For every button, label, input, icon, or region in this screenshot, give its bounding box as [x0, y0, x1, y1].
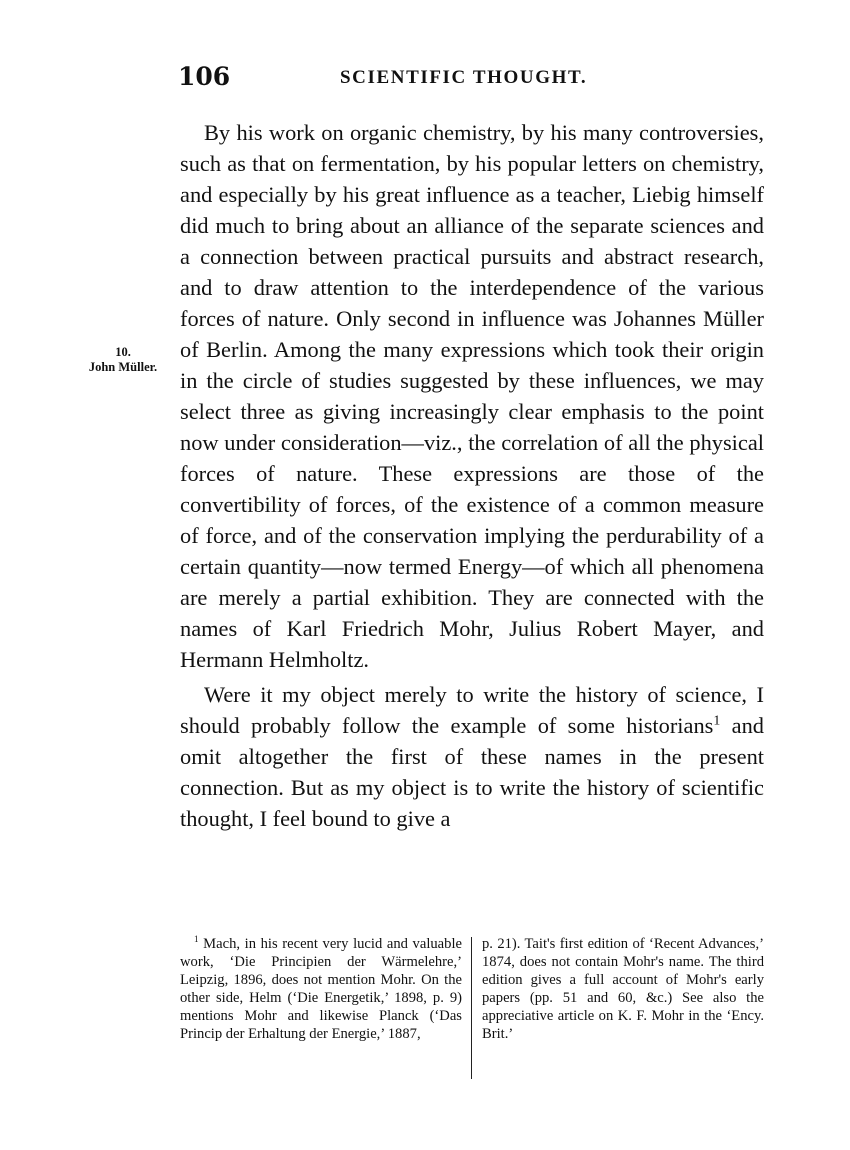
marginal-note-title: John Müller.	[88, 360, 158, 374]
page-header	[0, 62, 850, 98]
footnote-left-column	[180, 935, 462, 1043]
marginal-note	[78, 345, 168, 375]
marginal-note-number: 10.	[115, 345, 131, 359]
paragraph-2-text-before: Were it my object merely to write the history of science, I should probably follow the example of some historians	[180, 682, 764, 738]
footnote-column-divider	[471, 937, 472, 1079]
page-number: 106	[178, 62, 231, 91]
footnote-reference[interactable]: 1	[713, 713, 721, 729]
paragraph-2	[180, 679, 764, 834]
footnote-mark: 1	[194, 934, 199, 945]
paragraph-2-text-after: and omit altogether the first of these names in the present connection. But as my object is to write the history of scientific thought, I feel bound to give a	[180, 713, 764, 831]
running-head: SCIENTIFIC THOUGHT.	[340, 67, 588, 88]
footnotes	[180, 935, 764, 1085]
paragraph-1: By his work on organic chemistry, by his many controversies, such as that on fermentation, by his popular letters on chemistry, and especially by his great influence as a teacher, Liebig himself did much to bring about an alliance of the separate sciences and a connection between practical pursuits and abstract research, and to draw attention to the interdependence of the various forces of nature. Only second in influence was Johannes Müller of Berlin. Among the many expressions which took their origin in the circle of studies suggested by these influences, we may select three as giving increasingly clear emphasis to the point now under consideration—viz., the correlation of all the physical forces of nature. These expressions are those of the convertibility of forces, of the existence of a common measure of force, and of the conservation implying the perdurability of a certain quantity—now termed Energy—of which all phenomena are merely a partial exhibition. They are connected with the names of Karl Friedrich Mohr, Julius Robert Mayer, and Hermann Helmholtz.	[180, 120, 764, 672]
body-text	[180, 117, 764, 834]
footnote-left-text: Mach, in his recent very lucid and valuable work, ‘Die Principien der Wärmelehre,’ Leipzig, 1896, does not mention Mohr. On the other side, Helm (‘Die Energetik,’ 1898, p. 9) mentions Mohr and likewise Planck (‘Das Princip der Erhaltung der Energie,’ 1887,	[180, 936, 462, 1042]
footnote-right-column: p. 21). Tait's first edition of ‘Recent Advances,’ 1874, does not contain Mohr's name. The third edition gives a full account of Mohr's early papers (pp. 51 and 60, &c.) See also the appreciative article on K. F. Mohr in the ‘Ency. Brit.’	[482, 936, 764, 1042]
